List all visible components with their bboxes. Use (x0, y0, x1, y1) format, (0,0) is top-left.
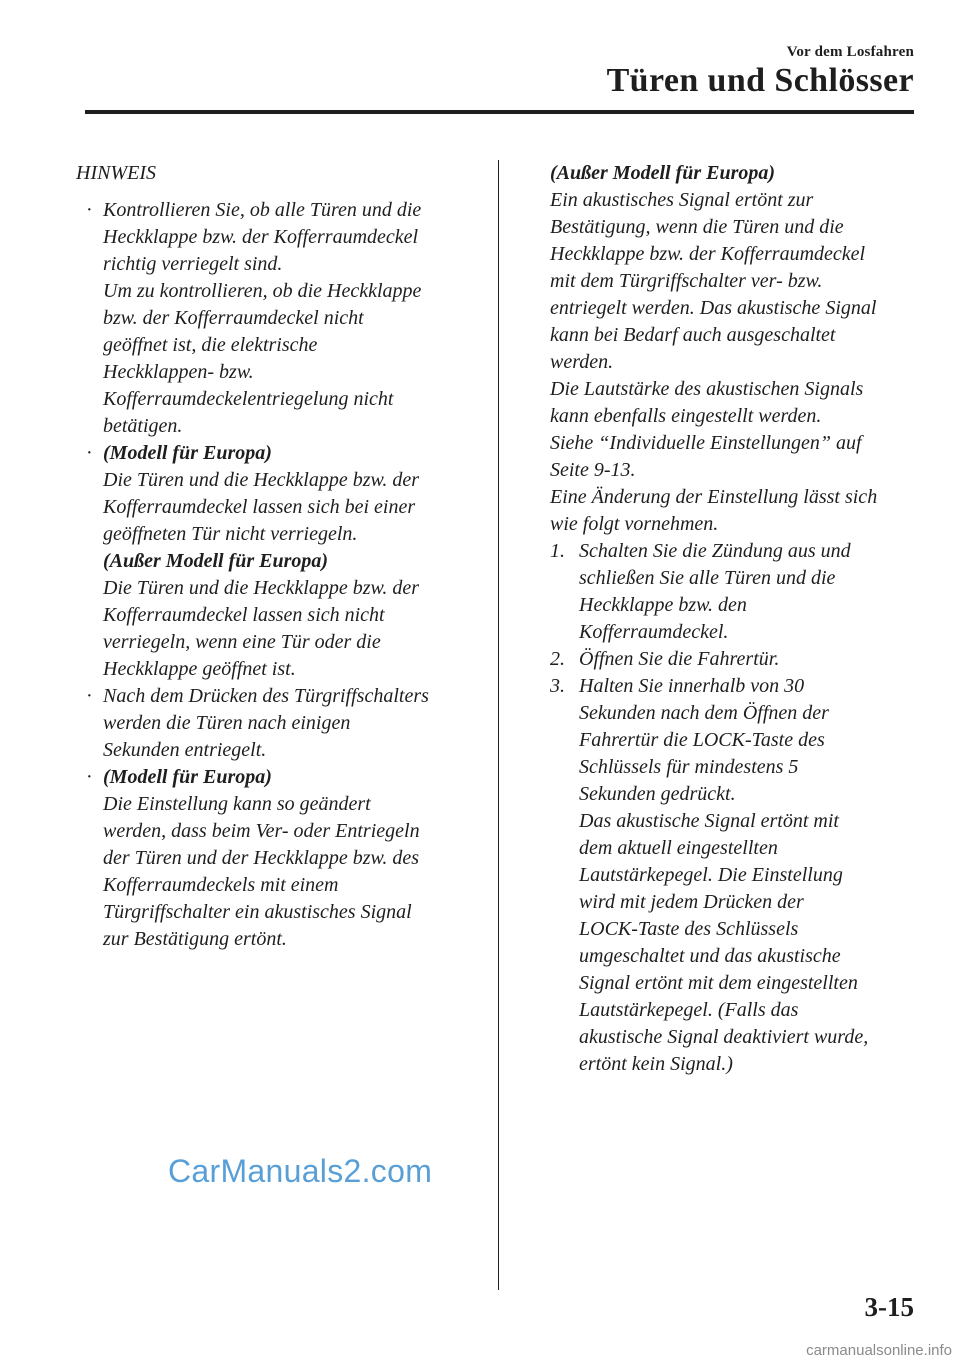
line: LOCK-Taste des Schlüssels (579, 918, 799, 940)
model-label: (Modell für Europa) (103, 442, 272, 464)
note-bullet-1 (76, 197, 476, 440)
watermark-logo: CarManuals2.com (168, 1153, 433, 1189)
step-2 (550, 646, 920, 673)
line: Das akustische Signal ertönt mit (579, 810, 839, 832)
header-rule (85, 110, 914, 114)
line: verriegeln, wenn eine Tür oder die (103, 631, 381, 653)
line: wird mit jedem Drücken der (579, 891, 804, 913)
note-bullet-2 (76, 440, 476, 683)
left-column (76, 160, 476, 953)
line: Schlüssels für mindestens 5 (579, 756, 799, 778)
line: Heckklappe geöffnet ist. (103, 658, 296, 680)
line: richtig verriegelt sind. (103, 253, 283, 275)
bullet-dot: · (86, 442, 93, 464)
step-number: 1. (550, 540, 565, 562)
line: Die Einstellung kann so geändert (103, 793, 371, 815)
line: geöffneten Tür nicht verriegeln. (103, 523, 358, 545)
page-number: 3-15 (864, 1292, 914, 1322)
model-label: (Modell für Europa) (103, 766, 272, 788)
step-1 (550, 538, 920, 646)
line: mit dem Türgriffschalter ver- bzw. (550, 270, 823, 292)
line: Schalten Sie die Zündung aus und (579, 540, 851, 562)
line: Kofferraumdeckels mit einem (103, 874, 339, 896)
line: Kontrollieren Sie, ob alle Türen und die (103, 199, 422, 221)
header-section-label: Vor dem Losfahren (786, 44, 914, 60)
line: Kofferraumdeckel lassen sich nicht (103, 604, 385, 626)
line: Lautstärkepegel. (Falls das (579, 999, 799, 1021)
line: Halten Sie innerhalb von 30 (579, 675, 805, 697)
line: Sekunden entriegelt. (103, 739, 267, 761)
line: betätigen. (103, 415, 183, 437)
line: Kofferraumdeckel. (579, 621, 729, 643)
line: Um zu kontrollieren, ob die Heckklappe (103, 280, 422, 302)
bullet-dot: · (86, 199, 93, 221)
line: kann ebenfalls eingestellt werden. (550, 405, 822, 427)
line: Die Lautstärke des akustischen Signals (550, 378, 864, 400)
line: Die Türen und die Heckklappe bzw. der (103, 469, 420, 491)
line: Öffnen Sie die Fahrertür. (579, 648, 780, 670)
footer-watermark: carmanualsonline.info (806, 1342, 952, 1359)
line: Bestätigung, wenn die Türen und die (550, 216, 844, 238)
line: Heckklappe bzw. den (579, 594, 747, 616)
line: Heckklappe bzw. der Kofferraumdeckel (103, 226, 419, 248)
line: Türgriffschalter ein akustisches Signal (103, 901, 412, 923)
step-3 (550, 673, 920, 1078)
line: Siehe “Individuelle Einstellungen” auf (550, 432, 862, 454)
line: kann bei Bedarf auch ausgeschaltet (550, 324, 836, 346)
line: Heckklappe bzw. der Kofferraumdeckel (550, 243, 866, 265)
page-title: Türen und Schlösser (606, 62, 914, 99)
note-bullet-3 (76, 683, 476, 764)
bullet-dot: · (86, 766, 93, 788)
line: werden, dass beim Ver- oder Entriegeln (103, 820, 420, 842)
line: geöffnet ist, die elektrische (103, 334, 318, 356)
line: Ein akustisches Signal ertönt zur (550, 189, 814, 211)
step-number: 3. (550, 675, 565, 697)
line: Kofferraumdeckel lassen sich bei einer (103, 496, 416, 518)
line: zur Bestätigung ertönt. (103, 928, 287, 950)
line: Nach dem Drücken des Türgriffschalters (103, 685, 429, 707)
line: Sekunden gedrückt. (579, 783, 736, 805)
line: schließen Sie alle Türen und die (579, 567, 836, 589)
line: Heckklappen- bzw. (103, 361, 254, 383)
column-divider (498, 160, 499, 1290)
line: Eine Änderung der Einstellung lässt sich (550, 486, 878, 508)
note-title: HINWEIS (76, 162, 156, 184)
line: entriegelt werden. Das akustische Signal (550, 297, 877, 319)
line: wie folgt vornehmen. (550, 513, 719, 535)
line: Lautstärkepegel. Die Einstellung (579, 864, 843, 886)
line: werden. (550, 351, 614, 373)
model-label: (Außer Modell für Europa) (550, 162, 776, 184)
right-column (550, 160, 920, 1078)
line: Seite 9-13. (550, 459, 636, 481)
line: Sekunden nach dem Öffnen der (579, 702, 829, 724)
line: Fahrertür die LOCK-Taste des (579, 729, 825, 751)
line: akustische Signal deaktiviert wurde, (579, 1026, 869, 1048)
note-bullet-4 (76, 764, 476, 953)
model-label: (Außer Modell für Europa) (103, 550, 329, 572)
line: dem aktuell eingestellten (579, 837, 778, 859)
bullet-dot: · (86, 685, 93, 707)
line: Kofferraumdeckelentriegelung nicht (103, 388, 394, 410)
line: Die Türen und die Heckklappe bzw. der (103, 577, 420, 599)
line: ertönt kein Signal.) (579, 1053, 733, 1075)
line: Signal ertönt mit dem eingestellten (579, 972, 858, 994)
step-number: 2. (550, 648, 565, 670)
line: umgeschaltet und das akustische (579, 945, 841, 967)
line: der Türen und der Heckklappe bzw. des (103, 847, 420, 869)
line: werden die Türen nach einigen (103, 712, 351, 734)
line: bzw. der Kofferraumdeckel nicht (103, 307, 364, 329)
